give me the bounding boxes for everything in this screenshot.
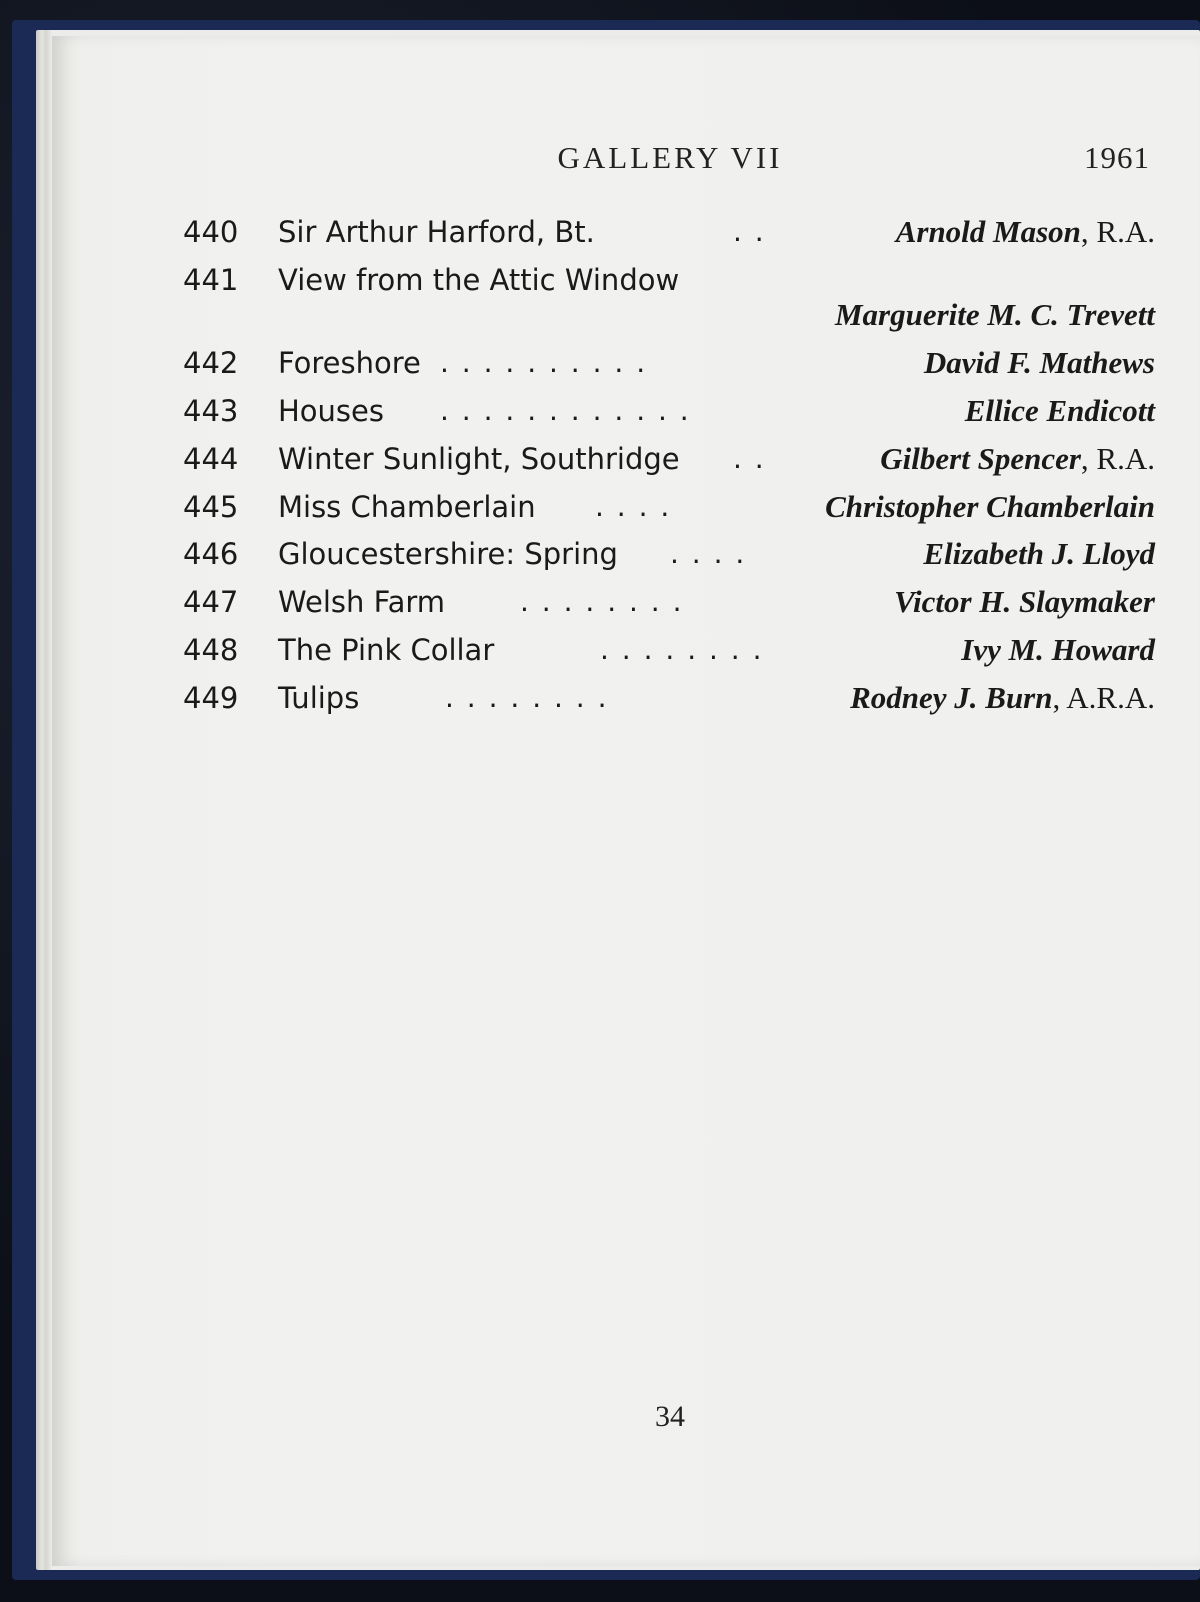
entry-artist bbox=[923, 530, 1155, 578]
entry-title: Sir Arthur Harford, Bt. bbox=[278, 215, 595, 249]
artist-suffix: , R.A. bbox=[1080, 441, 1155, 476]
entry-title: Tulips bbox=[278, 681, 360, 715]
entry-number: 446 bbox=[183, 537, 239, 571]
artist-name: Victor H. Slaymaker bbox=[894, 584, 1155, 619]
artist-name: Gilbert Spencer bbox=[880, 441, 1081, 476]
entry-number: 440 bbox=[183, 215, 239, 249]
artist-name: Christopher Chamberlain bbox=[825, 489, 1155, 524]
artist-suffix: , A.R.A. bbox=[1052, 680, 1155, 715]
entry-artist bbox=[850, 674, 1155, 722]
artist-name: Ivy M. Howard bbox=[961, 632, 1155, 667]
artist-name: Arnold Mason bbox=[895, 214, 1081, 249]
artist-name: Marguerite M. C. Trevett bbox=[834, 297, 1155, 332]
entry-artist bbox=[924, 339, 1155, 387]
leader-dots: . . bbox=[733, 442, 766, 475]
artist-name: Elizabeth J. Lloyd bbox=[923, 536, 1155, 571]
entry-number: 442 bbox=[183, 346, 239, 380]
catalogue-entry bbox=[0, 208, 1200, 256]
catalogue-entry bbox=[0, 435, 1200, 483]
leader-dots: . . bbox=[733, 215, 766, 248]
catalogue-entry bbox=[0, 483, 1200, 531]
year: 1961 bbox=[1084, 140, 1150, 175]
entry-title: Foreshore bbox=[278, 346, 421, 380]
entry-title: View from the Attic Window bbox=[278, 263, 680, 297]
entry-artist bbox=[961, 626, 1155, 674]
catalogue-entry-continuation bbox=[0, 291, 1200, 339]
leader-dots: . . . . . . . . bbox=[520, 585, 684, 618]
entry-number: 445 bbox=[183, 490, 239, 524]
leader-dots: . . . . . . . . . . . . bbox=[440, 394, 691, 427]
page-number: 34 bbox=[655, 1400, 685, 1433]
entry-title: The Pink Collar bbox=[278, 633, 495, 667]
leader-dots: . . . . bbox=[595, 490, 672, 523]
catalogue-entry bbox=[0, 530, 1200, 578]
artist-name: Ellice Endicott bbox=[964, 393, 1155, 428]
leader-dots: . . . . . . . . . . bbox=[440, 346, 648, 379]
entry-artist bbox=[880, 435, 1155, 483]
catalogue-entry bbox=[0, 626, 1200, 674]
entry-title: Miss Chamberlain bbox=[278, 490, 536, 524]
running-head bbox=[0, 138, 1200, 178]
entry-artist bbox=[965, 387, 1155, 435]
artist-name: David F. Mathews bbox=[923, 345, 1155, 380]
entry-number: 448 bbox=[183, 633, 239, 667]
entry-title: Gloucestershire: Spring bbox=[278, 537, 618, 571]
leader-dots: . . . . . . . . bbox=[600, 633, 764, 666]
entry-number: 444 bbox=[183, 442, 239, 476]
catalogue-entry bbox=[0, 674, 1200, 722]
catalogue-entry bbox=[0, 578, 1200, 626]
entry-number: 441 bbox=[183, 263, 239, 297]
entry-artist bbox=[825, 483, 1155, 531]
leader-dots: . . . . bbox=[670, 537, 747, 570]
leader-dots: . . . . . . . . bbox=[445, 681, 609, 714]
artist-name: Rodney J. Burn bbox=[850, 680, 1053, 715]
entry-title: Welsh Farm bbox=[278, 585, 446, 619]
gallery-title: GALLERY VII bbox=[557, 140, 783, 175]
entry-number: 449 bbox=[183, 681, 239, 715]
entry-artist bbox=[896, 208, 1155, 256]
entry-artist bbox=[835, 291, 1155, 339]
catalogue-entry bbox=[0, 387, 1200, 435]
artist-suffix: , R.A. bbox=[1080, 214, 1155, 249]
catalogue-entry bbox=[0, 339, 1200, 387]
entry-number: 447 bbox=[183, 585, 239, 619]
entry-title: Winter Sunlight, Southridge bbox=[278, 442, 680, 476]
entry-artist bbox=[894, 578, 1155, 626]
entry-number: 443 bbox=[183, 394, 239, 428]
entry-title: Houses bbox=[278, 394, 384, 428]
